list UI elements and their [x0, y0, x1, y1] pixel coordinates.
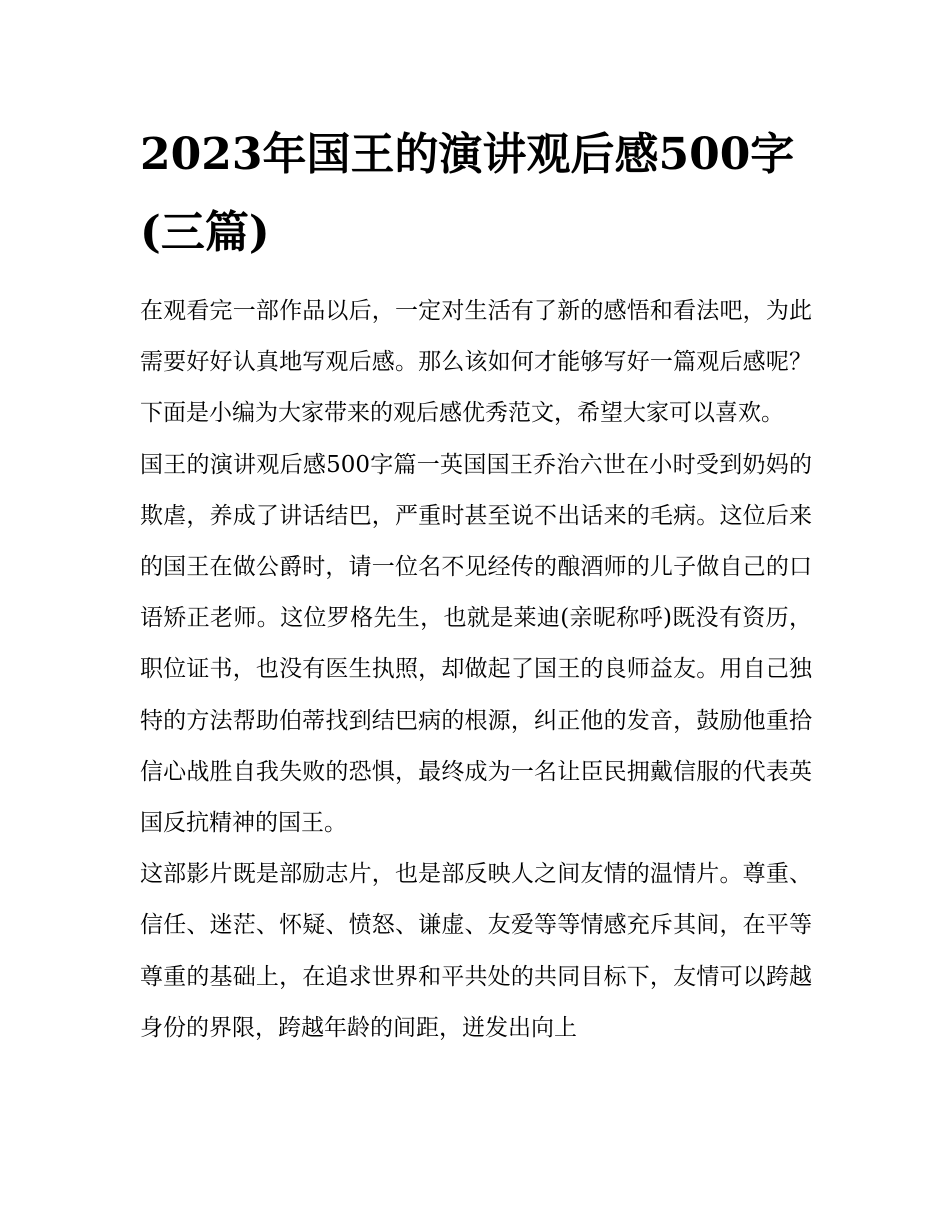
paragraph-essay-one-continued: 这部影片既是部励志片，也是部反映人之间友情的温情片。尊重、信任、迷茫、怀疑、愤怒、谦虚、友爱等等情感充斥其间，在平等尊重的基础上，在追求世界和平共处的共同目标下，友情可以跨越身份的界限，跨越年龄的间距，迸发出向上 [140, 861, 812, 1041]
paragraph-intro: 在观看完一部作品以后，一定对生活有了新的感悟和看法吧，为此需要好好认真地写观后感。那么该如何才能够写好一篇观后感呢？下面是小编为大家带来的观后感优秀范文，希望大家可以喜欢。 [140, 298, 812, 427]
paragraph-essay-one: 国王的演讲观后感500字篇一英国国王乔治六世在小时受到奶妈的欺虐，养成了讲话结巴，严重时甚至说不出话来的毛病。这位后来的国王在做公爵时，请一位名不见经传的酿酒师的儿子做自己的口语矫正老师。这位罗格先生，也就是莱迪(亲昵称呼)既没有资历，职位证书，也没有医生执照，却做起了国王的良师益友。用自己独特的方法帮助伯蒂找到结巴病的根源，纠正他的发音，鼓励他重拾信心战胜自我失败的恐惧，最终成为一名让臣民拥戴信服的代表英国反抗精神的国王。 [140, 451, 812, 837]
document-body [140, 286, 812, 1054]
document-content [140, 116, 812, 1054]
document-title: 2023年国王的演讲观后感500字(三篇) [140, 129, 795, 258]
